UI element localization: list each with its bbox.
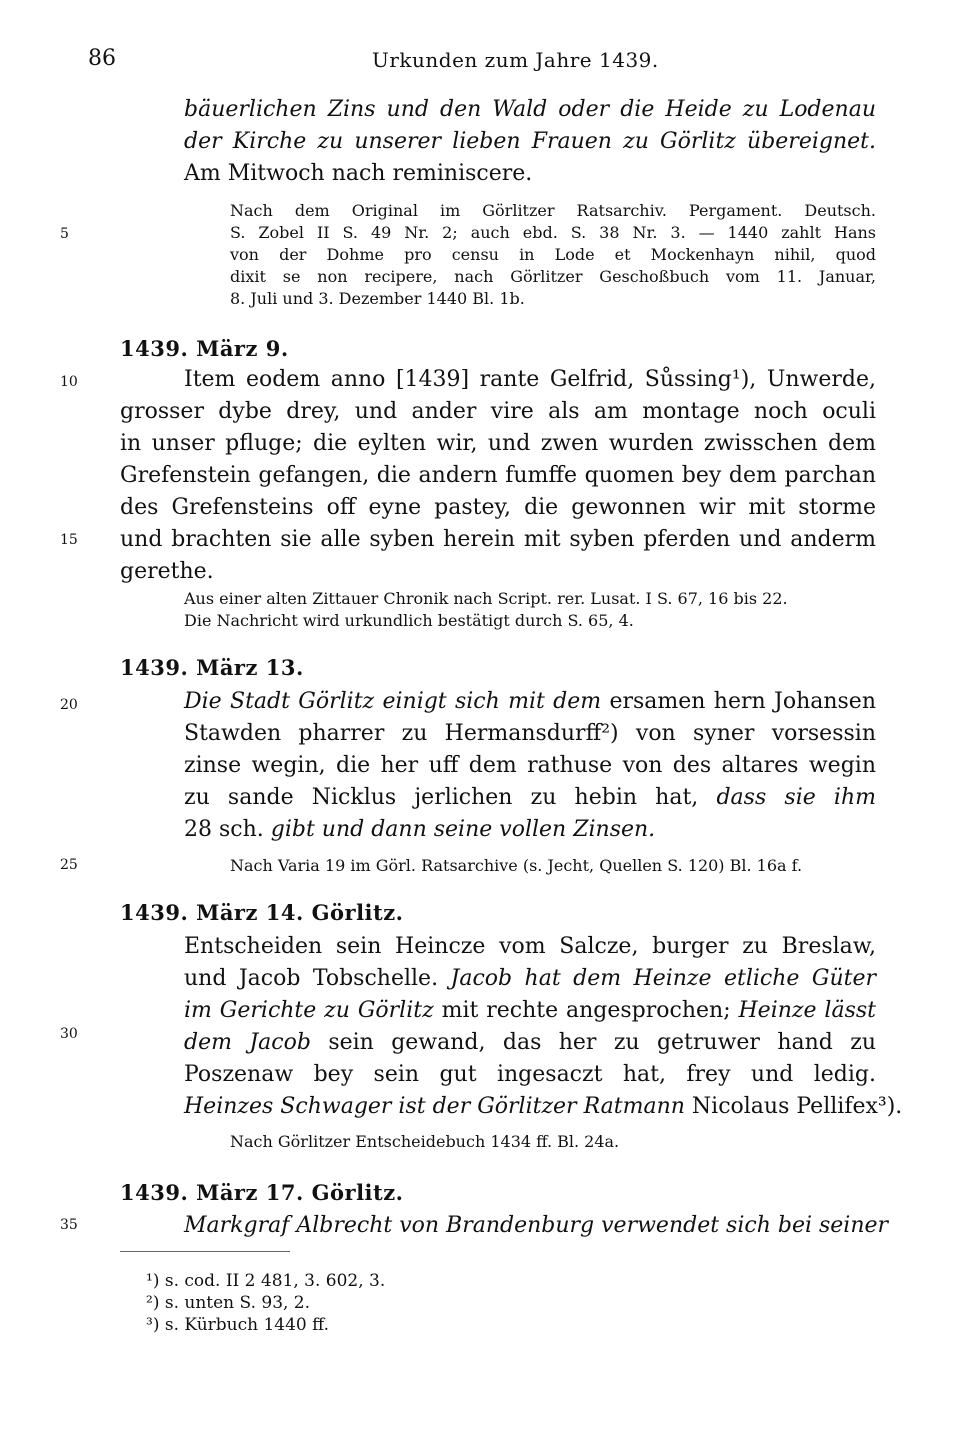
entry-note [230,855,876,877]
line-number: 20 [60,697,78,713]
footnote: ¹) s. cod. II 2 481, 3. 602, 3. [146,1271,386,1291]
italic-segment: dem Jacob [184,1030,311,1055]
text-line [184,814,876,846]
footnote: ²) s. unten S. 93, 2. [146,1293,311,1313]
line-number: 5 [60,226,69,242]
entry-date: 1439. März 9. [120,336,289,361]
page-header [0,46,960,76]
footnote-rule [120,1251,290,1252]
italic-segment: Die Stadt Görlitz einigt sich mit dem [184,689,602,714]
text-segment: Am Mitwoch nach reminiscere. [184,161,533,186]
italic-segment: der Kirche zu unserer lieben Frauen zu Görlitz übereignet. [184,129,876,154]
text-line [184,963,876,995]
text-line: Nach Varia 19 im Görl. Ratsarchive (s. Jecht, Quellen S. 120) Bl. 16a f. [230,856,803,875]
text-line [184,1091,903,1123]
entry-text [120,364,876,588]
text-segment: und Jacob Tobschelle. [184,966,451,991]
italic-segment: Jacob hat dem Heinze etliche Güter [450,966,876,991]
text-line [184,995,876,1027]
text-line: Grefenstein gefangen, die andern fumffe quomen bey dem parchan [120,463,876,488]
line-number: 35 [60,1217,78,1233]
entry-text [184,931,903,1123]
line-number: 30 [60,1026,78,1042]
text-line: Nach Görlitzer Entscheidebuch 1434 ff. Bl. 24a. [230,1132,620,1151]
entry-text [184,686,876,846]
text-line [184,931,876,963]
entry-text [184,1210,889,1242]
text-segment: Stawden pharrer zu Hermansdurff²) von syner vorsessin [184,721,876,746]
text-line [184,1027,876,1059]
text-segment: sein gewand, das her zu getruwer hand zu [310,1030,876,1055]
running-head: Urkunden zum Jahre 1439. [372,48,659,72]
text-segment: zinse wegin, die her uff dem rathuse von des altares wegin [184,753,876,778]
entry-note [230,200,876,310]
text-line: grosser dybe drey, und ander vire als am montage noch oculi [120,399,876,424]
entry-date: 1439. März 13. [120,655,304,680]
text-line [184,1059,876,1091]
italic-segment: bäuerlichen Zins und den Wald oder die Heide zu Lodenau [184,97,876,122]
line-number: 15 [60,532,78,548]
text-line: von der Dohme pro censu in Lode et Mockenhayn nihil, quod [230,245,876,264]
entry-date: 1439. März 14. Görlitz. [120,900,404,925]
text-line [184,158,876,190]
italic-segment: Heinzes Schwager ist der Görlitzer Ratmann [184,1094,685,1119]
text-line: Die Nachricht wird urkundlich bestätigt durch S. 65, 4. [184,611,634,630]
text-line: S. Zobel II S. 49 Nr. 2; auch ebd. S. 38 Nr. 3. — 1440 zahlt Hans [230,223,876,242]
italic-segment: Heinze lässt [738,998,876,1023]
page-number: 86 [88,46,116,71]
text-line: 8. Juli und 3. Dezember 1440 Bl. 1b. [230,289,525,308]
footnote: ³) s. Kürbuch 1440 ff. [146,1315,330,1335]
text-line: und brachten sie alle syben herein mit syben pferden und anderm [120,527,876,552]
italic-segment: Markgraf Albrecht von Brandenburg verwendet sich bei seiner [184,1213,889,1238]
text-segment: Nicolaus Pellifex³). [684,1094,903,1119]
text-segment: Poszenaw bey sein gut ingesaczt hat, frey und ledig. [184,1062,876,1087]
text-line [184,686,876,718]
text-segment: ersamen hern Johansen [601,689,876,714]
text-line [184,750,876,782]
text-line [184,1210,889,1242]
text-line: Aus einer alten Zittauer Chronik nach Script. rer. Lusat. I S. 67, 16 bis 22. [184,589,788,608]
italic-segment: dass sie ihm [716,785,876,810]
text-line [184,94,876,126]
text-line [184,126,876,158]
text-segment: mit rechte angesprochen; [433,998,739,1023]
text-segment: zu sande Nicklus jerlichen zu hebin hat, [184,785,717,810]
text-line [184,718,876,750]
line-number: 25 [60,857,78,873]
text-line [184,782,876,814]
text-line: in unser pfluge; die eylten wir, und zwen wurden zwisschen dem [120,431,876,456]
line-number: 10 [60,374,78,390]
text-segment: Entscheiden sein Heincze vom Salcze, burger zu Breslaw, [184,934,876,959]
text-line: dixit se non recipere, nach Görlitzer Geschoßbuch vom 11. Januar, [230,267,876,286]
italic-segment: gibt und dann seine vollen Zinsen. [270,817,656,842]
italic-segment: im Gerichte zu Görlitz [184,998,434,1023]
entry-note [230,1131,876,1153]
text-line: des Grefensteins off eyne pastey, die gewonnen wir mit storme [120,495,876,520]
text-line: gerethe. [120,559,214,584]
entry-text [184,94,876,190]
text-line: Item eodem anno [1439] rante Gelfrid, Sůssing¹), Unwerde, [184,367,876,392]
entry-date: 1439. März 17. Görlitz. [120,1180,404,1205]
text-segment: 28 sch. [184,817,271,842]
text-line: Nach dem Original im Görlitzer Ratsarchiv. Pergament. Deutsch. [230,201,876,220]
entry-note [184,588,876,632]
